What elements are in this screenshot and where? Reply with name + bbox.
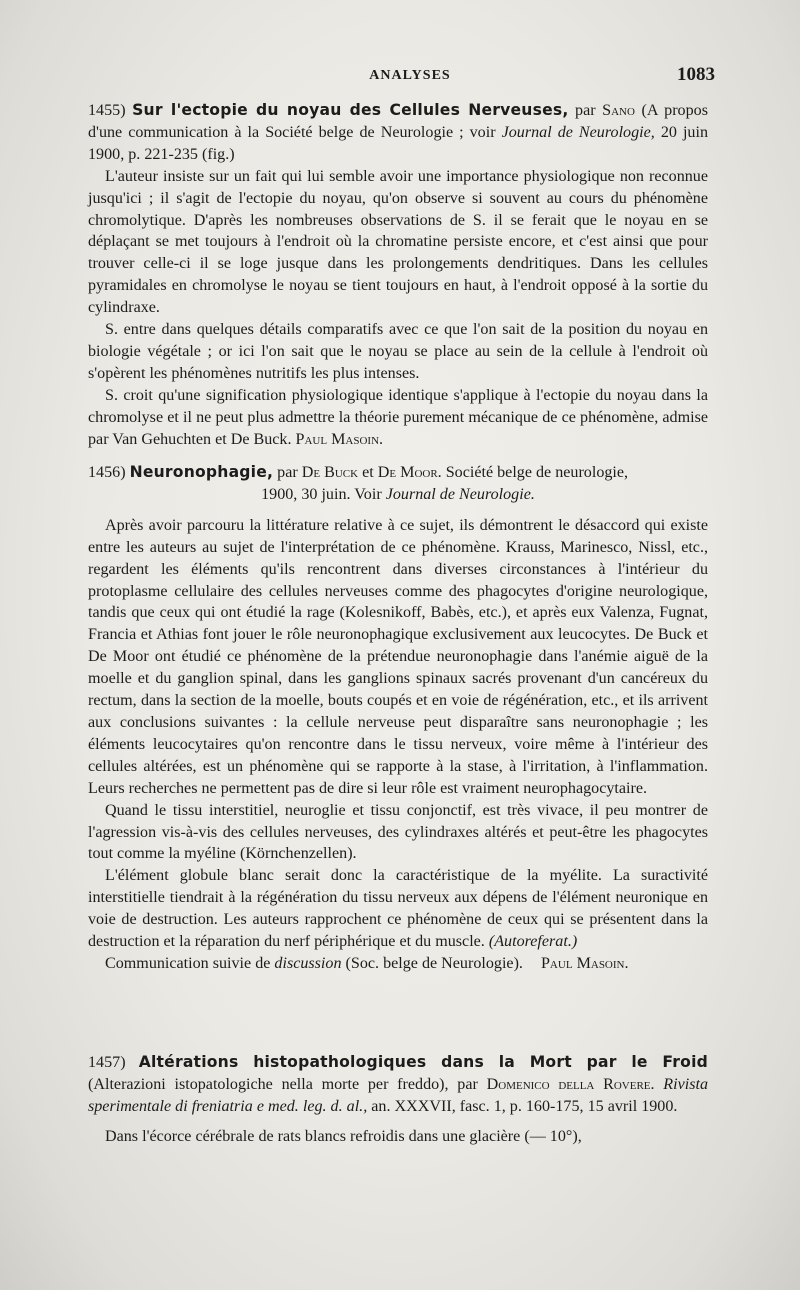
author: De Buck xyxy=(301,464,359,481)
autoreferat: (Autoreferat.) xyxy=(488,933,578,951)
reference: (A propos d'une communication à la Société belge de Neurologie ; voir xyxy=(88,102,708,141)
paragraph: Après avoir parcouru la littérature relative à ce sujet, ils démontrent le désaccord qui existe entre les auteurs au sujet de l'interprétation de ce phénomène. Krauss, Marinesco, Nissl, etc., regardent les éléments qu'ils rencontrent dans diverses circonstances à l'intérieur du protoplasme cellulaire des cellules nerveuses comme des phagocytes d'origine neurologique, tandis que ceux qui ont étudié la rage (Kolesnikoff, Babès, etc.), et après eux Valenza, Fugnat, Francia et Athias font jouer le rôle neuronophagique exclusivement aux leucocytes. De Buck et De Moor ont étudié ce phénomène de la prétendue neuronophagie dans l'anémie aiguë de la moelle et du ganglion spinal, dans les ganglions spinaux sacrés provenant d'un cancéreux du rectum, dans la section de la moelle, bouts coupés et en voie de régénération, etc., et ils arrivent aux conclusions suivantes : la cellule nerveuse peut disparaître sans neuronophagie ; les éléments leucocytaires qu'on rencontre dans le tissu nerveux, voire même à l'intérieur des cellules altérées, est un phénomène qui se rapporte à la stase, à l'irritation, à l'inflammation. Leurs recherches ne permettent pas de dire si leur rôle est vraiment neurophagocytaire. xyxy=(88,516,708,797)
discussion-label: discussion xyxy=(274,954,342,972)
signature: Paul Masoin. xyxy=(540,954,629,972)
entry-number: 1457) xyxy=(88,1054,126,1071)
paragraph-text: L'élément globule blanc serait donc la caractéristique de la myélite. La suractivité interstitielle tiendrait à la régénération du tissu nerveux aux dépens de l'élément neuronique en voie de destruction. Les auteurs rapprochent ce phénomène de ceux qui se présentent dans la destruction et la réparation du nerf périphérique et du muscle. xyxy=(88,867,708,951)
reference-line xyxy=(88,484,708,506)
entry-title: Sur l'ectopie du noyau des Cellules Nerveuses, xyxy=(132,101,569,119)
entry-heading xyxy=(88,1052,708,1118)
running-title: ANALYSES xyxy=(369,68,451,83)
entry-1456 xyxy=(88,462,708,975)
paragraph: S. entre dans quelques détails comparatifs avec ce que l'on sait de la position du noyau en biologie végétale ; or ici l'on sait que le noyau se place au sein de la cellule à l'endroit où s'opèrent les phénomènes nutritifs les plus intenses. xyxy=(88,321,708,382)
paragraph-text: (Soc. belge de Neurologie). xyxy=(345,954,523,972)
reference: (Alterazioni istopatologiche nella morte per freddo), par xyxy=(88,1075,478,1093)
paragraph-text: Communication suivie de xyxy=(105,954,271,972)
entry-1455 xyxy=(88,100,708,451)
entry-number: 1456) xyxy=(88,464,126,481)
page-header xyxy=(105,64,715,90)
entry-title: Neuronophagie, xyxy=(129,463,274,481)
entry-heading xyxy=(88,462,708,484)
paragraph: Dans l'écorce cérébrale de rats blancs refroidis dans une glacière (— 10°), xyxy=(105,1127,582,1145)
author: De Moor. xyxy=(377,464,442,481)
signature: Paul Masoin. xyxy=(295,430,384,448)
paragraph: Quand le tissu interstitiel, neuroglie et tissu conjonctif, est très vivace, il peu montrer de l'agression vis-à-vis des cellules nerveuses, des cylindraxes altérés et peut-être les phagocytes tout comme la myéline (Körnchenzellen). xyxy=(88,801,708,863)
conjunction: et xyxy=(362,464,374,481)
paragraph-text: S. croit qu'une signification physiologique identique s'applique à l'ectopie du noyau dans la chromolyse et il ne peut plus admettre la théorie purement mécanique de ce phénomène, admise par Van Gehuchten et De Buck. xyxy=(88,386,708,448)
entry-title: Altérations histopathologiques dans la Mort par le Froid xyxy=(138,1053,709,1071)
reference-details: an. XXXVII, fasc. 1, p. 160-175, 15 avril 1900. xyxy=(371,1097,678,1115)
journal-title: Journal de Neurologie, xyxy=(501,123,655,141)
byline: par xyxy=(277,464,298,481)
page-number: 1083 xyxy=(677,64,715,85)
reference: Société belge de neurologie, xyxy=(445,464,629,481)
paragraph xyxy=(88,385,708,451)
byline: par xyxy=(575,102,596,119)
entry-number: 1455) xyxy=(88,102,126,119)
journal-title: Journal de Neurologie. xyxy=(385,485,535,503)
reference-details: 1900, 30 juin. Voir xyxy=(261,485,382,503)
author: Domenico della Rovere. xyxy=(486,1075,655,1093)
journal-title: Rivista sperimentale di freniatria e med. leg. d. al., xyxy=(88,1075,708,1115)
paragraph: L'auteur insiste sur un fait qui lui semble avoir une importance physiologique non reconnue jusqu'ici ; il s'agit de l'ectopie du noyau, qu'on observe si souvent au cours du phénomène chromolytique. D'après les nombreuses observations de S. il se ferait que le noyau en se déplaçant se met toujours à l'endroit où la chromatine persiste encore, et c'est ainsi que pour trouver celle-ci il se loge jusque dans les prolongements dendritiques. Dans les cellules pyramidales en chromolyse le noyau se tient toujours en haut, à l'endroit opposé à la sortie du cylindraxe. xyxy=(88,167,708,317)
paragraph xyxy=(88,865,708,953)
paragraph xyxy=(88,953,708,975)
reference-details: 20 juin 1900, p. 221-235 (fig.) xyxy=(88,123,708,163)
author: Sano xyxy=(602,102,635,119)
entry-1457 xyxy=(88,1052,708,1148)
entry-heading xyxy=(88,100,708,166)
